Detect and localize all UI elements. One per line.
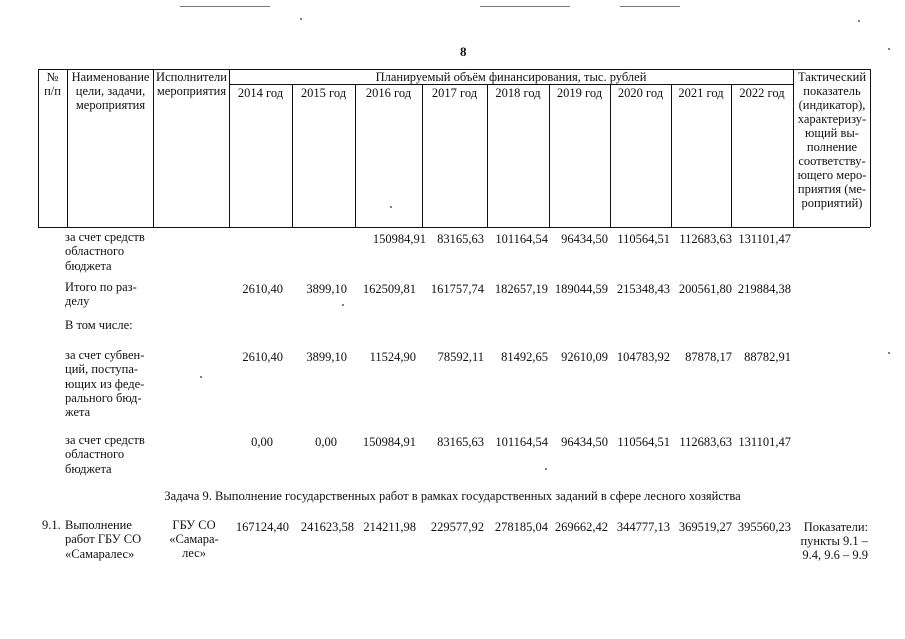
header-year: 2022 год <box>739 86 785 100</box>
cell-2018: 278185,04 <box>494 520 548 534</box>
cell-2014: 167124,40 <box>235 520 289 534</box>
cell-2017: 161757,74 <box>430 282 484 296</box>
row-label: за счет субвен- ций, поступа- ющих из феде- рального бюд- жета <box>65 348 145 420</box>
header-year: 2017 год <box>431 86 478 100</box>
header-year: 2020 год <box>617 86 664 100</box>
row-label: за счет средств областного бюджета <box>65 433 145 476</box>
row-label: В том числе: <box>65 318 133 332</box>
cell-2019: 189044,59 <box>554 282 608 296</box>
cell-2021: 369519,27 <box>678 520 732 534</box>
cell-2017: 78592,11 <box>437 350 484 364</box>
scan-mark <box>480 6 570 7</box>
header-planned-funding: Планируемый объём финансирования, тыс. рублей <box>375 70 647 84</box>
cell-2022: 88782,91 <box>744 350 791 364</box>
scan-dot <box>888 48 890 50</box>
header-num: № п/п <box>44 70 61 98</box>
cell-2014: 0,00 <box>251 435 273 449</box>
cell-2016: 214211,98 <box>363 520 416 534</box>
cell-2019: 96434,50 <box>561 232 608 246</box>
cell-2015: 241623,58 <box>300 520 354 534</box>
scan-dot <box>390 206 392 208</box>
cell-2016: 150984,91 <box>372 232 426 246</box>
task-name: Выполнение работ ГБУ СО «Самаралес» <box>65 518 142 561</box>
scan-dot <box>545 468 547 470</box>
cell-2016: 150984,91 <box>362 435 416 449</box>
header-indicator: Тактический показатель (индикатор), характеризу- ющий вы- полнение соответству- ющего меро- приятия (ме- роприятий) <box>797 70 867 210</box>
task-number: 9.1. <box>42 518 61 532</box>
cell-2020: 110564,51 <box>617 232 670 246</box>
cell-2017: 83165,63 <box>437 232 484 246</box>
cell-2018: 101164,54 <box>495 435 548 449</box>
row-label: за счет средств областного бюджета <box>65 230 145 273</box>
task-indicator: Показатели: пункты 9.1 – 9.4, 9.6 – 9.9 <box>800 520 868 562</box>
cell-2021: 112683,63 <box>679 435 732 449</box>
scan-dot <box>888 352 890 354</box>
cell-2019: 96434,50 <box>561 435 608 449</box>
cell-2020: 104783,92 <box>616 350 670 364</box>
cell-2015: 0,00 <box>315 435 337 449</box>
scan-mark <box>180 6 270 7</box>
header-year: 2021 год <box>678 86 724 100</box>
task-executor: ГБУ СО «Самара- лес» <box>169 518 219 560</box>
cell-2018: 81492,65 <box>501 350 548 364</box>
cell-2020: 344777,13 <box>616 520 670 534</box>
cell-2020: 215348,43 <box>616 282 670 296</box>
scan-dot <box>200 376 202 378</box>
task-title: Задача 9. Выполнение государственных работ в рамках государственных заданий в сфере лесного хозяйства <box>164 489 741 503</box>
header-name: Наименование цели, задачи, мероприятия <box>71 70 150 112</box>
page-number: 8 <box>460 44 467 59</box>
scan-dot <box>300 18 302 20</box>
row-label: Итого по раз- делу <box>65 280 137 309</box>
cell-2018: 101164,54 <box>495 232 548 246</box>
cell-2016: 11524,90 <box>369 350 416 364</box>
header-year: 2019 год <box>556 86 603 100</box>
scan-mark <box>620 6 680 7</box>
cell-2017: 229577,92 <box>430 520 484 534</box>
header-year: 2016 год <box>365 86 412 100</box>
cell-2016: 162509,81 <box>362 282 416 296</box>
cell-2022: 395560,23 <box>737 520 791 534</box>
cell-2017: 83165,63 <box>437 435 484 449</box>
cell-2015: 3899,10 <box>306 350 347 364</box>
cell-2014: 2610,40 <box>242 350 283 364</box>
cell-2022: 131101,47 <box>738 232 791 246</box>
cell-2020: 110564,51 <box>617 435 670 449</box>
cell-2021: 112683,63 <box>679 232 732 246</box>
cell-2014: 2610,40 <box>242 282 283 296</box>
cell-2022: 131101,47 <box>738 435 791 449</box>
scan-dot <box>858 20 860 22</box>
scan-dot <box>342 304 344 306</box>
header-year: 2014 год <box>237 86 284 100</box>
cell-2019: 269662,42 <box>554 520 608 534</box>
header-year: 2018 год <box>495 86 541 100</box>
cell-2021: 87878,17 <box>685 350 732 364</box>
cell-2019: 92610,09 <box>561 350 608 364</box>
cell-2015: 3899,10 <box>306 282 347 296</box>
cell-2021: 200561,80 <box>678 282 732 296</box>
cell-2018: 182657,19 <box>494 282 548 296</box>
cell-2022: 219884,38 <box>737 282 791 296</box>
header-year: 2015 год <box>300 86 347 100</box>
header-executor: Исполнители мероприятия <box>156 70 227 98</box>
